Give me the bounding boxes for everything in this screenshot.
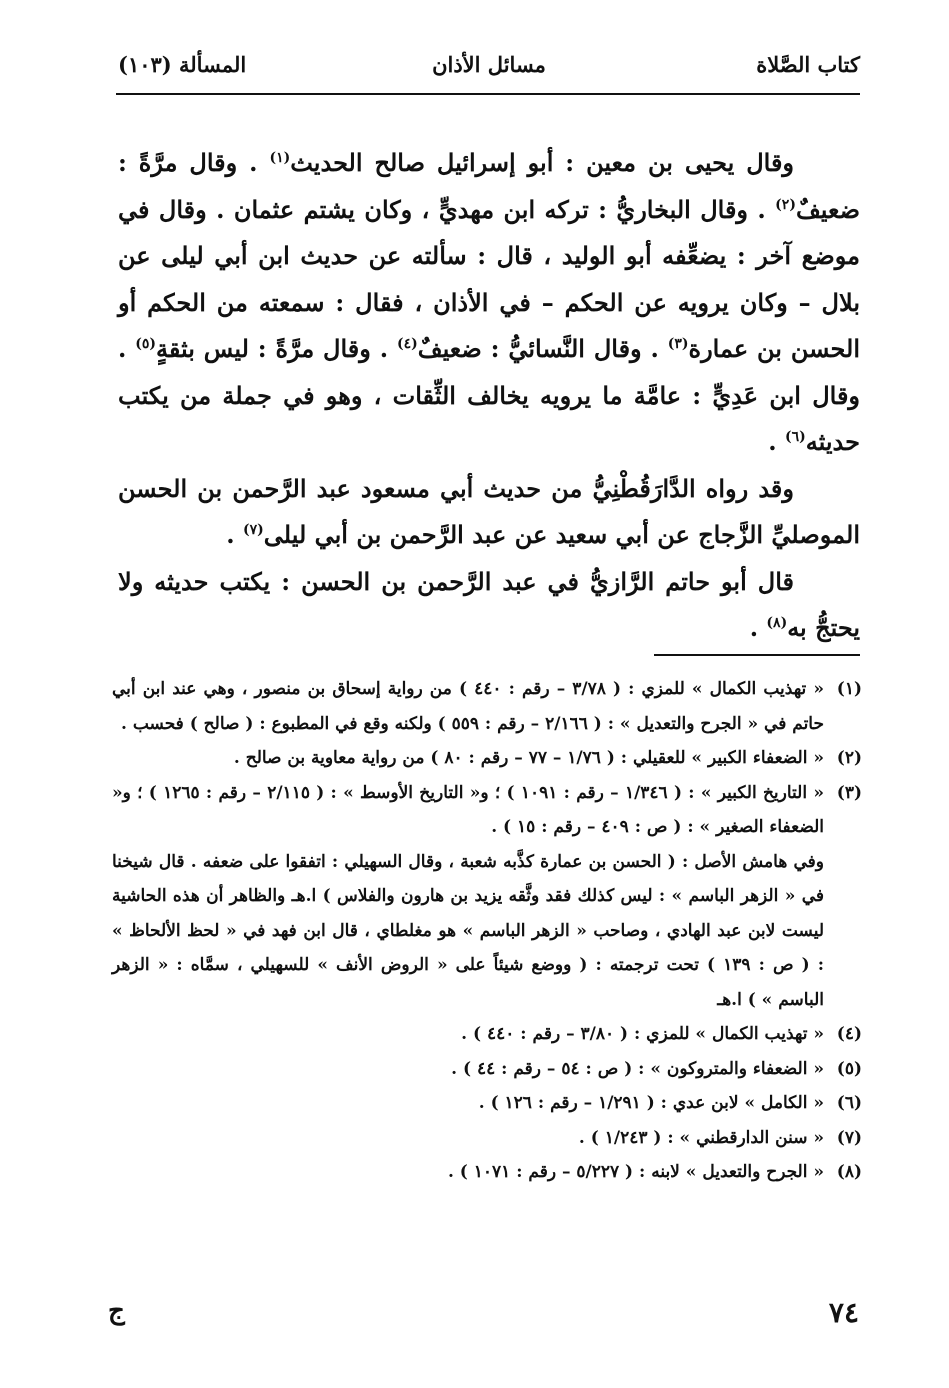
footnote-number: (١) [836,679,862,699]
footnote-number: (٧) [836,1127,862,1148]
footnote-number: (٢) [836,748,862,768]
footnote-divider [654,654,860,656]
footnote-text: « الضعفاء الكبير » للعقيلي : ( ١/٧٦ – ٧٧ – رقم : ٨٠ ) من رواية معاوية بن صالح . [233,748,824,768]
text-segment: . وقال مرَّةً : ليس بثقةٍ [156,334,397,363]
paragraph-2 [118,466,860,559]
text-segment: . [749,613,767,642]
footnote-note: وفي هامش الأصل : ( الحسن بن عمارة كذَّبه شعبة ، وقال السهيلي : اتفقوا على ضعفه . قال شيخنا في « الزهر الباسم » : ليس كذلك فقد وثَّقه يزيد بن هارون والفلاس ) ا.هـ والظاهر أن هذه الحاشية ليست لابن عبد الهادي ، وصاحب « الزهر الباسم » هو مغلطاي ، قال ابن فهد في « لحظ الألحاظ » : ( ص : ١٣٩ ) تحت ترجمته : ( ووضع شيئاً على « الروض الأنف » للسهيلي ، سمَّاه : « الزهر الباسم » ) ا.هـ [112,851,824,1010]
footnote-text: « الكامل » لابن عدي : ( ١/٢٩١ – رقم : ١٢٦ ) . [478,1093,824,1113]
footnote-item [112,1017,862,1052]
text-segment: . وقال مرَّةً : ضعيفٌ [118,148,860,224]
footnote-text: « الضعفاء والمتروكون » : ( ص : ٥٤ – رقم : ٤٤ ) . [451,1058,824,1079]
header-divider [116,93,860,95]
text-segment: . وقال البخاريُّ : تركه ابن مهديٍّ ، وكان يشتم عثمان . وقال في موضع آخر : يضعِّفه أبو الوليد ، قال : سألته عن حديث ابن أبي ليلى عن بلال – وكان يرويه عن الحكم – في الأذان ، فقال : سمعته من الحكم أو الحسن بن عمارة [118,194,860,363]
text-segment: . وقال ابن عَدِيٍّ : عامَّة ما يرويه يخالف الثِّقات ، وهو في جملة من يكتب حديثه [118,334,860,456]
footnote-number: (٨) [836,1162,862,1182]
footnote-item [112,776,862,845]
issue-label: المسألة (١٠٣) [118,52,247,77]
footnote-text: « التاريخ الكبير » : ( ١/٣٤٦ – رقم : ١٠٩١ ) ؛ و« التاريخ الأوسط » : ( ٢/١١٥ – رقم : ١٢٦٥ ) ؛ و« الضعفاء الصغير » : ( ص : ٤٠٩ – رقم : ١٥ ) . [112,782,824,837]
footnotes [112,672,862,1190]
footnote-item [112,1052,862,1087]
text-segment: وقد رواه الدَّارَقُطْنِيُّ من حديث أبي مسعود عبد الرَّحمن بن الحسن الموصليِّ الزَّجاج عن أبي سعيد عن عبد الرَّحمن بن أبي ليلى [118,473,860,549]
signature-mark: ج [108,1296,125,1326]
footnote-text: « سنن الدارقطني » : ( ١/٢٤٣ ) . [578,1127,824,1148]
footnote-item [112,1155,862,1190]
chapter-title: مسائل الأذان [432,52,546,77]
footnote-ref[interactable]: (٣) [667,336,689,352]
page-number: ٧٤ [828,1296,859,1329]
text-segment: . [768,427,785,456]
footnote-ref[interactable]: (٥) [135,336,156,352]
footnote-ref[interactable]: (٧) [242,522,264,538]
paragraph-3 [118,559,860,652]
paragraph-1 [118,140,860,466]
text-segment: وقال يحيى بن معين : أبو إسرائيل صالح الحديث [290,148,795,177]
footnote-number: (٣) [836,782,862,803]
footnote-ref[interactable]: (٤) [396,336,418,352]
footnote-item [112,1086,862,1121]
footnote-number: (٦) [836,1093,862,1113]
footnote-item [112,1121,862,1156]
text-segment: . [226,520,243,549]
footnote-number: (٤) [836,1024,862,1044]
running-head [118,50,860,90]
footnote-item [112,741,862,776]
footnote-item [112,672,862,741]
footnote-text: « تهذيب الكمال » للمزي : ( ٣/٨٠ – رقم : ٤٤٠ ) . [461,1024,824,1044]
footnote-ref[interactable]: (٨) [766,615,788,631]
footnote-text: « الجرح والتعديل » لابنه : ( ٥/٢٢٧ – رقم : ١٠٧١ ) . [447,1162,824,1182]
text-segment: . وقال النَّسائيُّ : ضعيفٌ [417,334,668,363]
text-segment: قال أبو حاتم الرَّازيُّ في عبد الرَّحمن بن الحسن : يكتب حديثه ولا يحتجُّ به [118,566,860,642]
footnote-ref[interactable]: (٦) [784,429,806,445]
main-text [118,140,860,652]
footnote-ref[interactable]: (٢) [775,196,796,213]
footnote-number: (٥) [836,1058,862,1079]
footnote-text: « تهذيب الكمال » للمزي : ( ٣/٧٨ – رقم : ٤٤٠ ) من رواية إسحاق بن منصور ، وهي عند ابن أبي حاتم في « الجرح والتعديل » : ( ٢/١٦٦ – رقم : ٥٥٩ ) ولكنه وقع في المطبوع : ( صالح ) فحسب . [112,679,824,734]
book-title: كتاب الصَّلاة [756,52,860,77]
footnote-ref[interactable]: (١) [269,150,291,166]
